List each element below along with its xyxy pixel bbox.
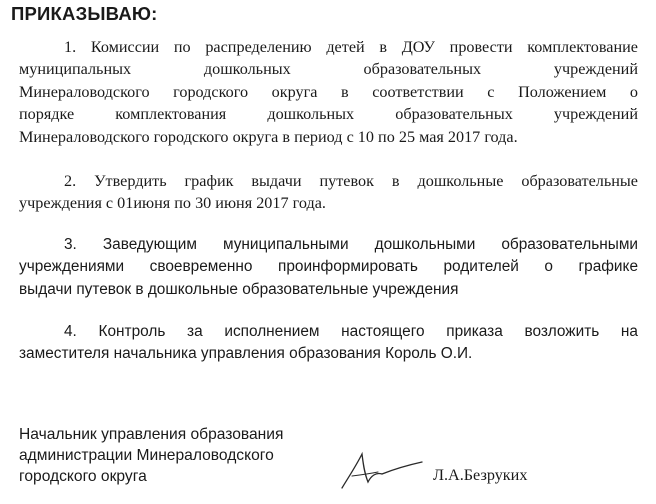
paragraph-line: 3. Заведующим муниципальными дошкольными образовательными [64, 236, 638, 253]
paragraph-line: муниципальных дошкольных образовательных учреждений [19, 60, 638, 79]
paragraph-line: учреждениями своевременно проинформировать родителей о графике [19, 258, 638, 276]
paragraph-line: 1. Комиссии по распределению детей в ДОУ провести комплектование [64, 38, 638, 56]
handwritten-signature [338, 448, 428, 494]
paragraph-line: выдачи путевок в дошкольные образовательные учреждения [19, 280, 459, 298]
signer-name: Л.А.Безруких [433, 466, 528, 484]
order-item-3 [19, 234, 638, 301]
paragraph-line: Минераловодского городского округа в соответствии с Положением о [19, 82, 638, 101]
order-heading: ПРИКАЗЫВАЮ: [11, 3, 158, 24]
order-item-2 [19, 170, 638, 215]
order-item-4 [19, 321, 638, 366]
paragraph-line: Минераловодского городского округа в период с 10 по 25 мая 2017 года. [19, 127, 518, 146]
signer-title [19, 424, 283, 487]
paragraph-line: 2. Утвердить график выдачи путевок в дошкольные образовательные [64, 172, 638, 190]
signer-title-line: администрации Минераловодского [19, 447, 274, 464]
paragraph-line: 4. Контроль за исполнением настоящего приказа возложить на [64, 323, 638, 340]
paragraph-line: учреждения с 01июня по 30 июня 2017 года. [19, 194, 326, 213]
paragraph-line: заместителя начальника управления образования Король О.И. [19, 345, 473, 363]
signer-title-line: Начальник управления образования [19, 426, 284, 443]
order-item-1 [19, 36, 638, 148]
paragraph-line: порядке комплектования дошкольных образовательных учреждений [19, 105, 638, 124]
signer-title-line: городского округа [19, 468, 147, 485]
